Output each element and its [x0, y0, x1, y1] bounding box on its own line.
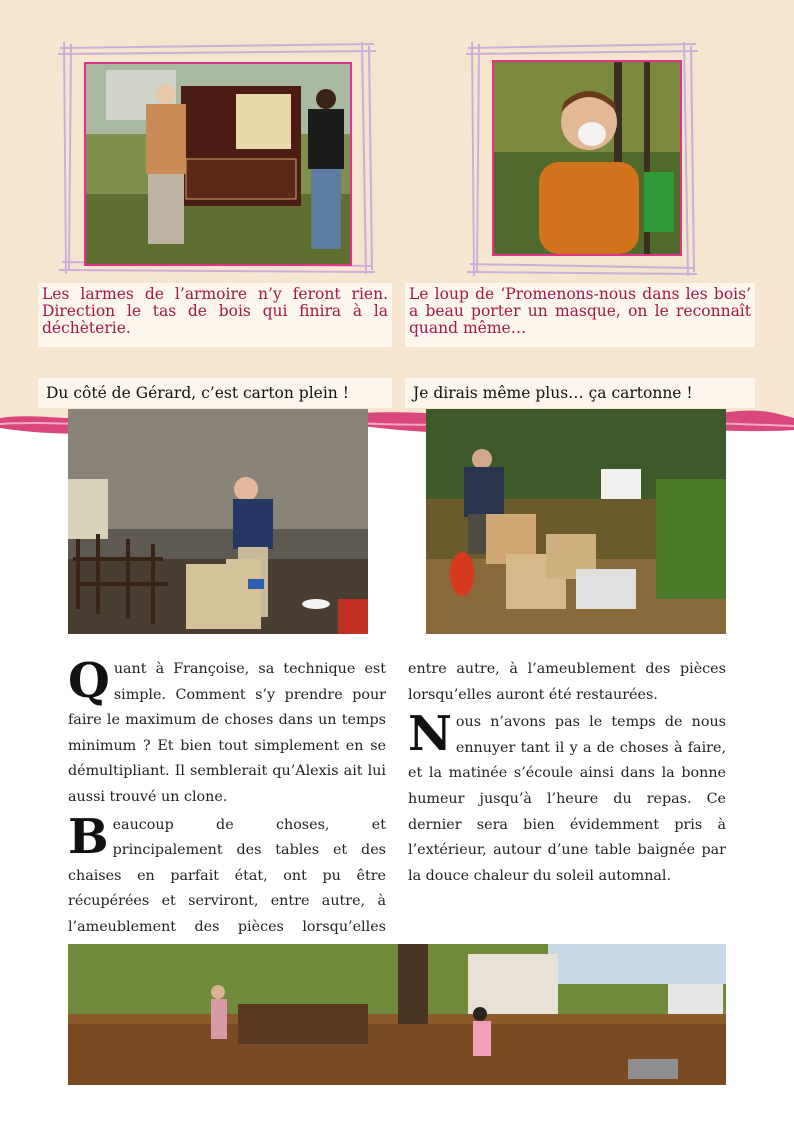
paragraph-francoise-text: uant à Françoise, sa technique est simple. Comment s’y prendre pour faire le maximum de choses dans un temps minimum ? Et bien tout simplement en se démultipliant. Il semblerait qu’Alexis ait lui aussi trouvé un clone.	[68, 661, 386, 805]
caption-right: Le loup de ‘Promenons-nous dans les bois’ a beau porter un masque, on le reconnaît quand même…	[405, 283, 755, 347]
caption-left: Les larmes de l’armoire n’y feront rien. Direction le tas de bois qui finira à la déchèterie.	[38, 283, 392, 347]
panorama-photo	[68, 944, 726, 1085]
paragraph-choses-text: eaucoup de choses, et principalement des tables et des chaises en parfait état, ont pu être récupérées et serviront, entre autre, à l’ameublement des pièces lorsqu’elles	[68, 816, 386, 935]
tag-left: Du côté de Gérard, c’est carton plein !	[38, 378, 392, 408]
paragraph-continued: entre autre, à l’ameublement des pièces lorsqu’elles auront été restaurées.	[408, 661, 726, 703]
dropcap-b: B	[68, 808, 109, 865]
wardrobe-photo	[84, 62, 352, 266]
article-column-right	[408, 657, 726, 917]
article-column-left	[68, 653, 386, 935]
garden-photo	[426, 409, 726, 634]
dropcap-n: N	[408, 706, 452, 763]
cellar-photo	[68, 409, 368, 634]
mask-photo	[492, 60, 682, 256]
tag-right: Je dirais même plus… ça cartonne !	[405, 378, 755, 408]
paragraph-nous	[408, 706, 726, 889]
paragraph-nous-text: ous n’avons pas le temps de nous ennuyer tant il y a de choses à faire, et la matinée s’écoule ainsi dans la bonne humeur jusqu’à l’heure du repas. Ce dernier sera bien évidemment pris à l’extérieur, autour d’une table baignée par la douce chaleur du soleil automnal.	[408, 714, 726, 884]
paragraph-francoise	[68, 653, 386, 811]
dropcap-q: Q	[68, 653, 110, 709]
